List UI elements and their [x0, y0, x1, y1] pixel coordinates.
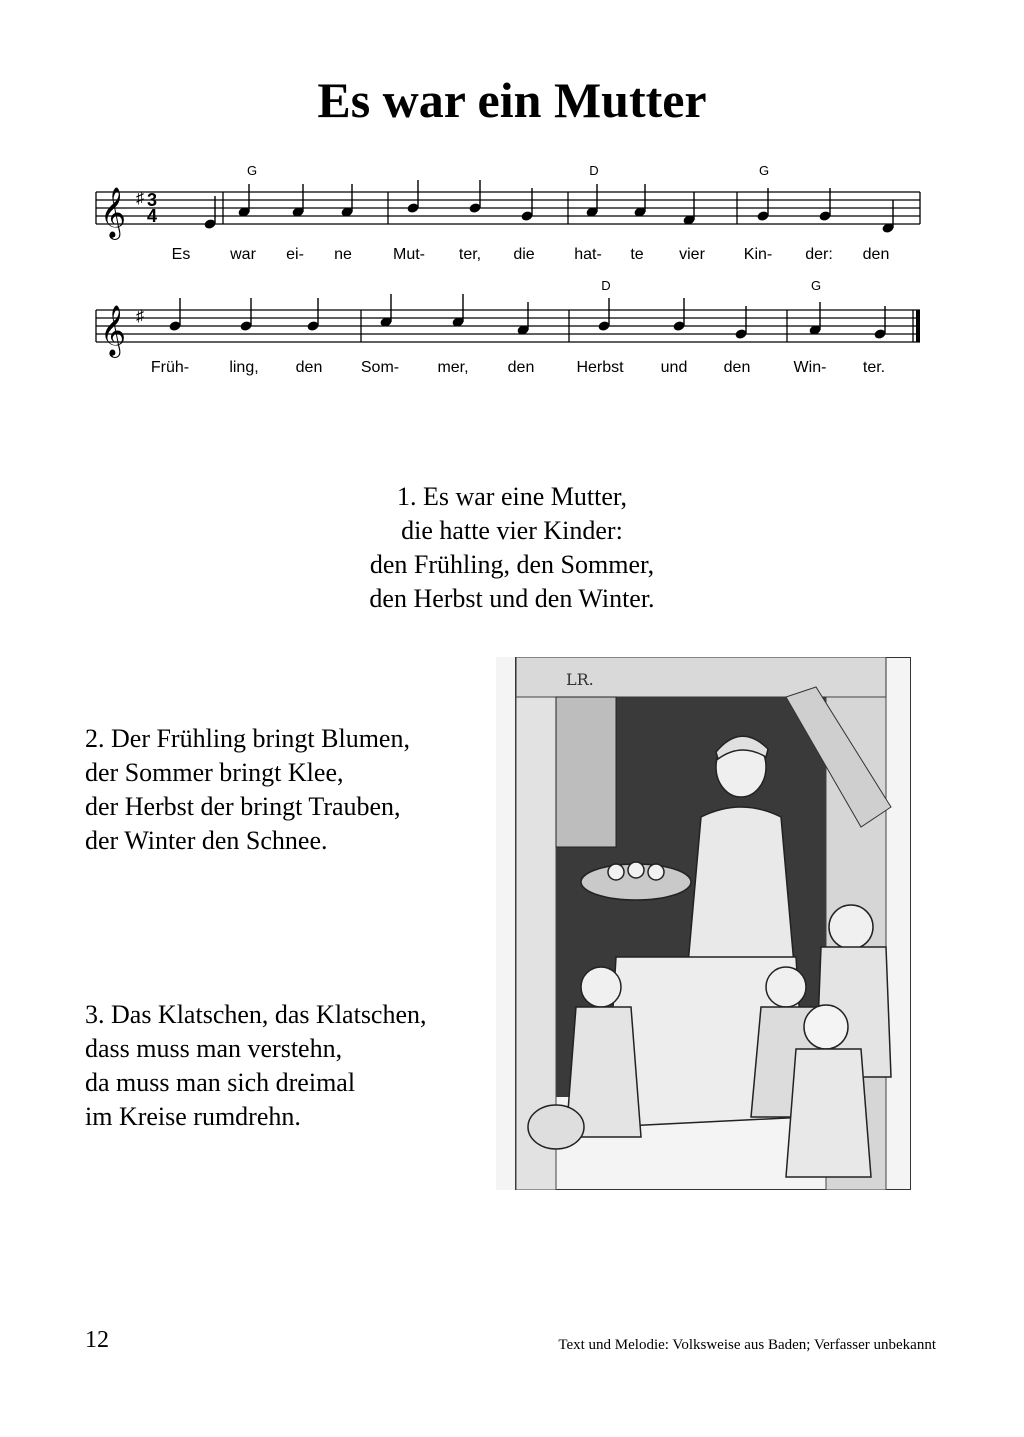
verse-line: da muss man sich dreimal — [85, 1068, 356, 1097]
verse-3 — [85, 998, 427, 1134]
notes-line-2 — [168, 294, 886, 340]
lyric-syllable: Som- — [360, 359, 400, 376]
page-title: Es war ein Mutter — [317, 72, 707, 128]
sheet-music — [0, 0, 1024, 400]
verse-line: 1. Es war eine Mutter, — [396, 482, 627, 511]
lyric-syllable: den — [507, 359, 535, 376]
lyric-syllable: hat- — [574, 246, 602, 263]
page-number: 12 — [85, 1327, 109, 1353]
lyric-syllable: Mut- — [393, 246, 425, 263]
sharp-icon: ♯ — [136, 190, 144, 207]
lyric-syllable: den — [723, 359, 751, 376]
lyric-syllable: te — [630, 246, 644, 263]
chord-symbol: G — [758, 163, 770, 178]
verse-1 — [262, 480, 762, 616]
lyric-syllable: mer, — [437, 359, 469, 376]
verse-line: die hatte vier Kinder: — [401, 516, 623, 545]
lyric-syllable: die — [513, 246, 535, 263]
lyric-syllable: Win- — [793, 359, 827, 376]
lyric-syllable: den — [862, 246, 890, 263]
verse-2 — [85, 722, 410, 858]
lyric-syllable: ling, — [229, 359, 259, 376]
notes-line-1 — [203, 180, 894, 234]
chord-symbol: D — [589, 163, 599, 178]
verse-line: dass muss man verstehn, — [85, 1034, 343, 1063]
chord-symbol: G — [246, 163, 258, 178]
lyric-syllable: ne — [334, 246, 352, 263]
verse-line: 3. Das Klatschen, das Klatschen, — [85, 1000, 427, 1029]
svg-text:4: 4 — [147, 206, 158, 226]
treble-clef-icon: 𝄞 — [100, 188, 127, 237]
lyric-syllable: Kin- — [743, 246, 773, 263]
treble-clef-icon: 𝄞 — [100, 306, 127, 355]
verse-line: im Kreise rumdrehn. — [85, 1102, 301, 1131]
verse-line: 2. Der Frühling bringt Blumen, — [85, 724, 410, 753]
lyric-syllable: ei- — [286, 246, 304, 263]
verse-line: den Frühling, den Sommer, — [369, 550, 655, 579]
lyric-syllable: Herbst — [576, 359, 624, 376]
lyric-syllable: vier — [679, 246, 705, 263]
verse-line: der Sommer bringt Klee, — [85, 758, 344, 787]
verse-line: den Herbst und den Winter. — [369, 584, 655, 613]
lyric-syllable: ter, — [458, 246, 482, 263]
chord-symbol: G — [810, 278, 822, 293]
monogram: LR. — [566, 670, 594, 689]
lyric-syllable: Früh- — [150, 359, 190, 376]
verse-line: der Winter den Schnee. — [85, 826, 328, 855]
credit-line: Text und Melodie: Volksweise aus Baden; Verfasser unbekannt — [558, 1337, 936, 1353]
lyric-syllable: Es — [171, 246, 191, 263]
verse-line: der Herbst der bringt Trauben, — [85, 792, 401, 821]
lyric-syllable: ter. — [862, 359, 886, 376]
lyric-syllable: und — [660, 359, 688, 376]
staff-1 — [96, 192, 920, 224]
lyric-syllable: der: — [805, 246, 833, 263]
staff-2 — [96, 310, 920, 342]
time-signature: 3 — [147, 190, 158, 210]
lyric-syllable: den — [295, 359, 323, 376]
sharp-icon: ♯ — [136, 308, 144, 325]
chord-symbol: D — [601, 278, 611, 293]
mother-children-illustration — [496, 657, 911, 1190]
lyric-syllable: war — [230, 246, 256, 263]
